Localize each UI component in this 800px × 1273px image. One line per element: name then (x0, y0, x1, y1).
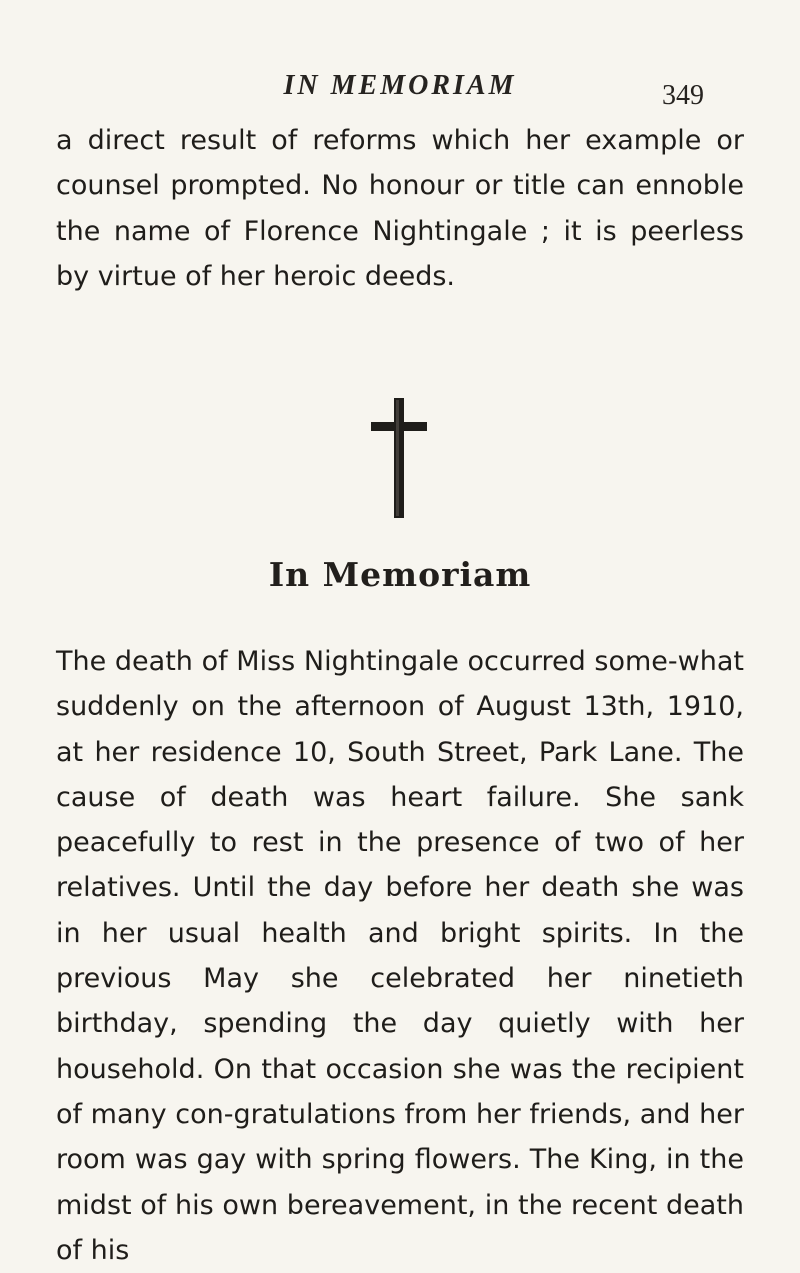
section-heading: In Memoriam (268, 555, 532, 594)
page-number: 349 (662, 80, 704, 111)
cross-icon (368, 398, 428, 518)
running-head (0, 70, 800, 110)
paragraph-2: The death of Miss Nightingale occurred some-what suddenly on the afternoon of August 13th, 1910, at her residence 10, South Street, Park Lane. The cause of death was heart failure. She sank peacefully to rest in the presence of two of her relatives. Until the day before her death she was in her usual health and bright spirits. In the previous May she celebrated her ninetieth birthday, spending the day quietly with her household. On that occasion she was the recipient of many con-gratulations from her friends, and her room was gay with spring flowers. The King, in the midst of his own bereavement, in the recent death of his (56, 646, 744, 1266)
paragraph-1: a direct result of reforms which her example or counsel prompted. No honour or title can ennoble the name of Florence Nightingale ; it is peerless by virtue of her heroic deeds. (56, 125, 744, 292)
running-title: IN MEMORIAM (283, 70, 517, 101)
